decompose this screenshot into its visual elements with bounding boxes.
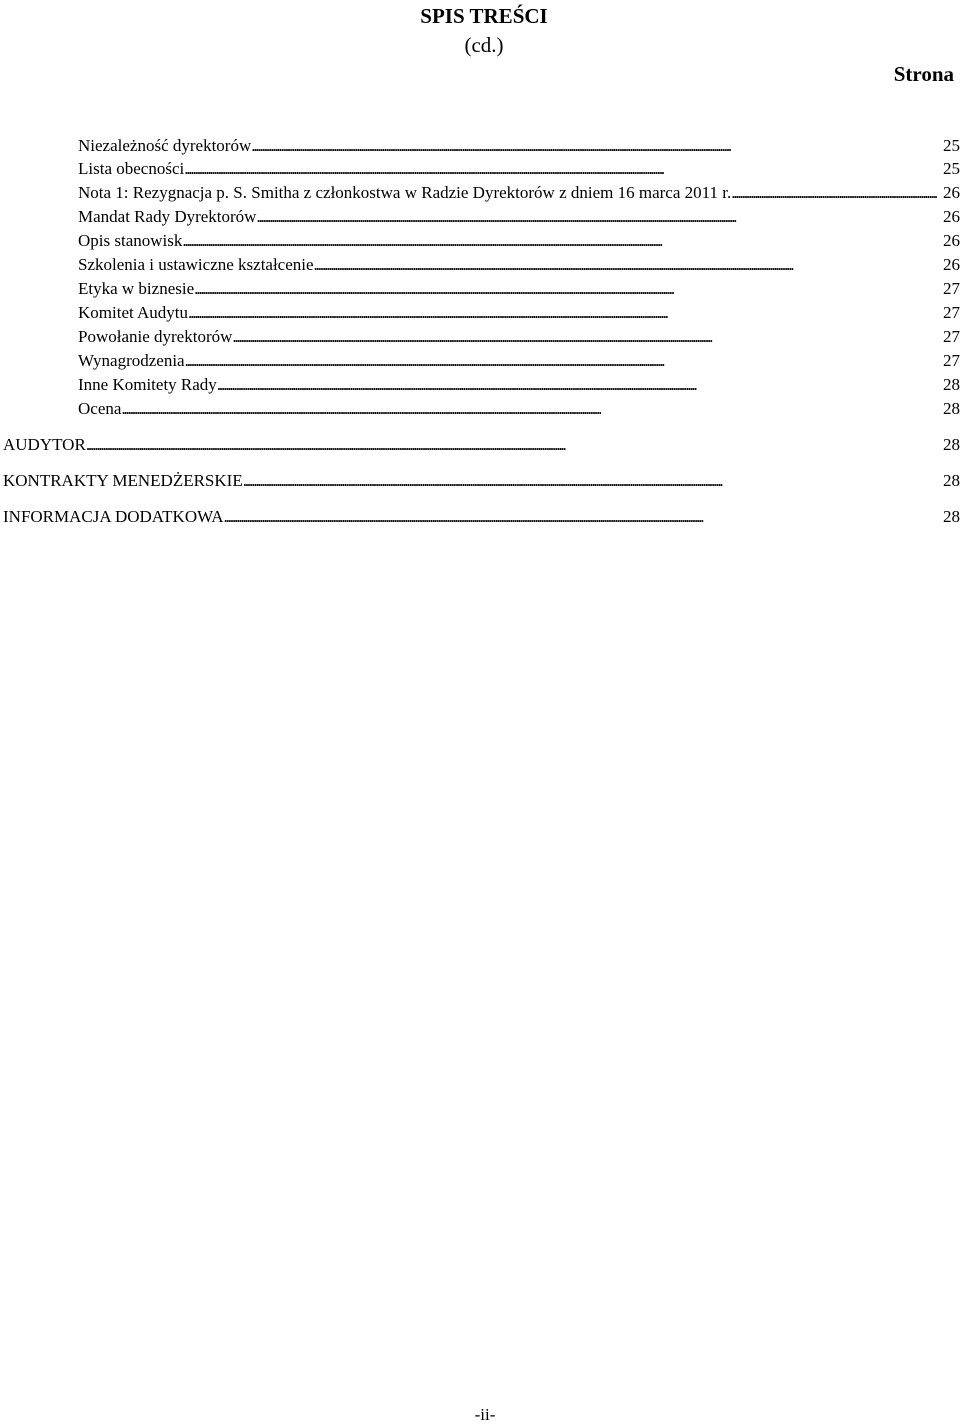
- toc-entry-title: INFORMACJA DODATKOWA: [3, 507, 224, 526]
- toc-leader-dots: [188, 302, 937, 324]
- toc-entry-title: Etyka w biznesie: [78, 279, 195, 298]
- toc-leader-dots: [243, 470, 937, 492]
- toc-entry-page: 27: [943, 303, 960, 322]
- page-number: -ii-: [474, 1405, 496, 1424]
- toc-entry[interactable]: [78, 302, 960, 324]
- toc-entry-title: Inne Komitety Rady: [78, 375, 217, 394]
- toc-leader-dots: [256, 206, 937, 228]
- toc-entry[interactable]: [78, 230, 960, 252]
- page-title: SPIS TREŚCI: [420, 4, 548, 28]
- toc-leader-dots: [182, 230, 937, 252]
- toc-entry[interactable]: [78, 158, 960, 180]
- toc-entry-title: Ocena: [78, 399, 122, 418]
- page-column-label: Strona: [893, 62, 954, 86]
- toc-entry-title: Szkolenia i ustawiczne kształcenie: [78, 255, 314, 274]
- toc-entry-page: 26: [943, 183, 960, 202]
- toc-entry-title: Komitet Audytu: [78, 303, 189, 322]
- toc-entry[interactable]: [78, 374, 960, 396]
- toc-entry-page: 27: [943, 351, 960, 370]
- toc-entry[interactable]: [78, 326, 960, 348]
- toc-entry-page: 28: [943, 507, 960, 526]
- toc-leader-dots: [184, 158, 937, 180]
- toc-entry-title: Powołanie dyrektorów: [78, 327, 233, 346]
- toc-entry-title: Opis stanowisk: [78, 231, 183, 250]
- toc-entry[interactable]: [78, 182, 960, 204]
- toc-entry[interactable]: [3, 470, 960, 492]
- toc-leader-dots: [185, 350, 937, 372]
- toc-entry[interactable]: [78, 278, 960, 300]
- toc-leader-dots: [224, 506, 937, 528]
- toc-entry-page: 26: [943, 231, 960, 250]
- toc-entry-title: KONTRAKTY MENEDŻERSKIE: [3, 471, 243, 490]
- toc-leader-dots: [217, 374, 937, 396]
- toc-entry-title: Mandat Rady Dyrektorów: [78, 207, 257, 226]
- toc-entry-title: Wynagrodzenia: [78, 351, 185, 370]
- page-subtitle: (cd.): [464, 33, 504, 57]
- toc-leader-dots: [194, 278, 937, 300]
- toc-entry-page: 26: [943, 255, 960, 274]
- toc-entry-page: 28: [943, 435, 960, 454]
- toc-entry[interactable]: [78, 398, 960, 420]
- toc-entry-page: 27: [943, 327, 960, 346]
- toc-entry-page: 28: [943, 375, 960, 394]
- toc-entry-page: 26: [943, 207, 960, 226]
- toc-entry[interactable]: [3, 506, 960, 528]
- toc-entry-page: 25: [943, 136, 960, 155]
- toc-entry-title: Nota 1: Rezygnacja p. S. Smitha z członkostwa w Radzie Dyrektorów z dniem 16 marca 2011 r.: [78, 183, 732, 202]
- toc-entry-page: 28: [943, 399, 960, 418]
- toc-entry-title: AUDYTOR: [3, 435, 86, 454]
- toc-leader-dots: [731, 182, 937, 204]
- toc-leader-dots: [121, 398, 937, 420]
- toc-entry[interactable]: [3, 434, 960, 456]
- toc-entry[interactable]: [78, 135, 960, 157]
- toc-entry-page: 25: [943, 159, 960, 178]
- toc-leader-dots: [232, 326, 937, 348]
- toc-entry-page: 27: [943, 279, 960, 298]
- toc-leader-dots: [86, 434, 937, 456]
- toc-entry-title: Niezależność dyrektorów: [78, 136, 252, 155]
- toc-entry[interactable]: [78, 254, 960, 276]
- toc-entry-page: 28: [943, 471, 960, 490]
- toc-leader-dots: [251, 135, 937, 157]
- toc-entry[interactable]: [78, 206, 960, 228]
- toc-entry-title: Lista obecności: [78, 159, 185, 178]
- toc-entry[interactable]: [78, 350, 960, 372]
- toc-leader-dots: [314, 254, 937, 276]
